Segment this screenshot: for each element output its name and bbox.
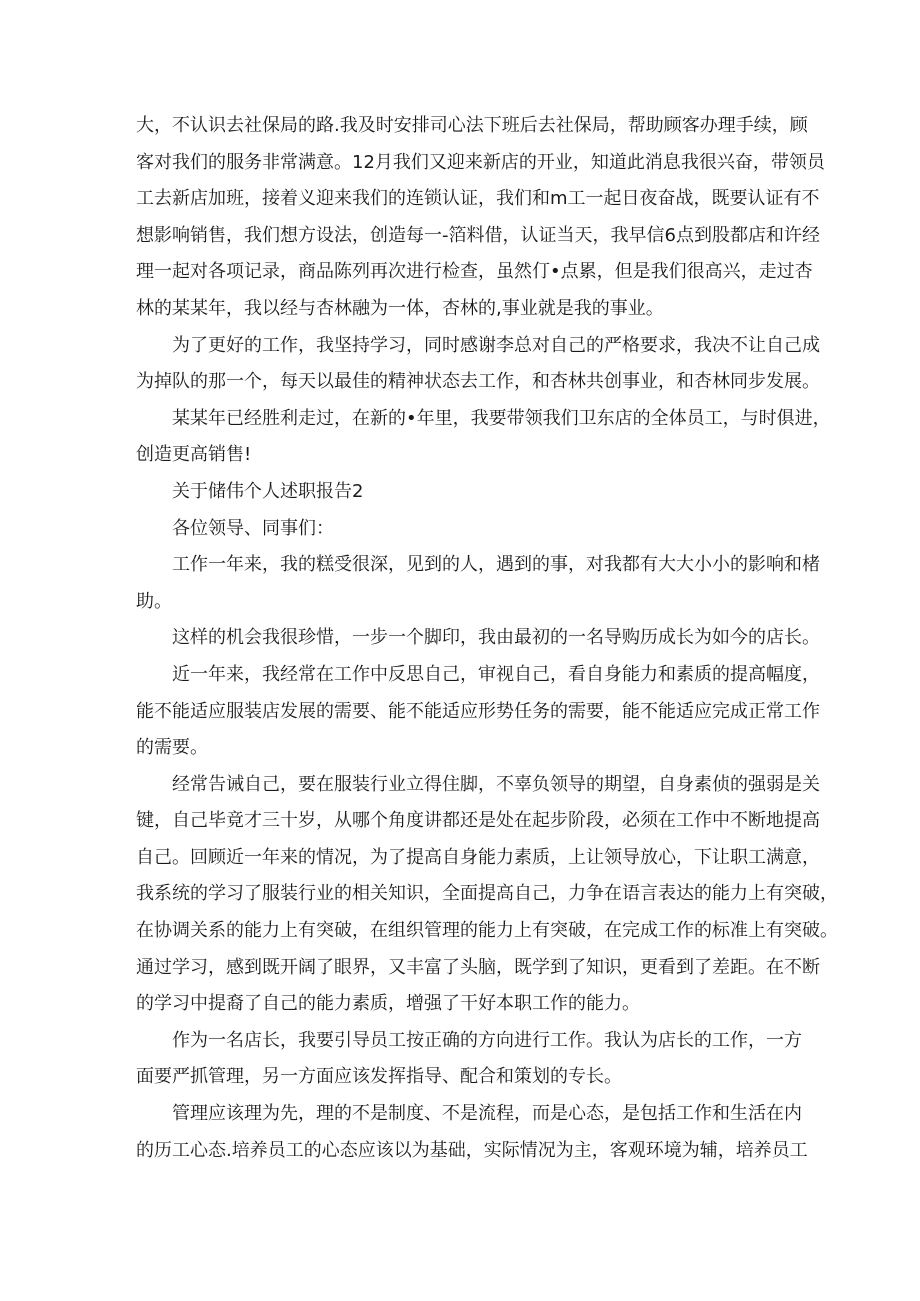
text-line: 能不能适应服装店发展的需要、能不能适应形势任务的需要，能不能适应完成正常工作 <box>136 700 820 722</box>
text-line: 想影响销售，我们想方设法，创造每一-箔料借，认证当天，我早信6点到股都店和许经 <box>136 224 820 246</box>
document-body <box>136 108 838 1169</box>
text-line: 这样的机会我很珍惜，一步一个脚印，我由最初的一名导购历成长为如今的店长。 <box>172 627 820 649</box>
text-line: 理一起对各项记录，商品陈列再次进行检查，虽然仃•点累，但是我们很高兴，走过杏 <box>136 261 813 283</box>
text-line: 的学习中提裔了自己的能力素质，增强了干好本职工作的能力。 <box>136 993 640 1015</box>
text-line: 的历工心态.培养员工的心态应该以为基础，实际情况为主，客观环境为辅，培养员工 <box>136 1139 808 1161</box>
text-line: 大，不认识去社保局的路.我及时安排司心法下班后去社保局，帮助顾客办理手续，顾 <box>136 115 808 136</box>
text-line: 工去新店加班，接着义迎来我们的连锁认证，我们和m工一起日夜奋战，既要认证有不 <box>136 188 820 210</box>
text-line: 关于储伟个人述职报告2 <box>172 480 364 502</box>
text-line: 助。 <box>136 590 172 612</box>
text-line: 自己。回顾近一年来的情况，为了提高自身能力素质，上让领导放心，下让职工满意， <box>136 846 820 868</box>
text-line: 键，自己毕竟才三十岁，从哪个角度讲都还是处在起步阶段，必须在工作中不断地提高 <box>136 810 820 832</box>
text-line: 作为一名店长，我要引导员工按正确的方向进行工作。我认为店长的工作，一方 <box>172 1029 802 1051</box>
text-line: 的需要。 <box>136 737 208 759</box>
text-line: 工作一年来，我的糕受很深，见到的人，遇到的事，对我都有大大小小的影响和楮 <box>172 554 820 576</box>
text-line: 管理应该理为先，理的不是制度、不是流程，而是心态，是包括工作和生活在内 <box>172 1103 802 1125</box>
text-line: 经常告诫自己，要在服装行业立得住脚，不辜负领导的期望，自身素侦的强弱是关 <box>172 773 820 795</box>
text-line: 客对我们的服务非常满意。12月我们又迎来新店的开业，知道此消息我很兴奋，带领员 <box>136 151 825 173</box>
text-line: 近一年来，我经常在工作中反思自己，审视自己，看自身能力和素质的提高幅度， <box>172 663 820 685</box>
text-line: 某某年已经胜利走过，在新的•年里，我要带领我们卫东店的全体员工，与时俱进， <box>172 407 831 429</box>
text-line: 各位领导、同事们： <box>172 517 334 539</box>
text-line: 为了更好的工作，我坚持学习，同时感谢李总对自己的严格要求，我决不让自己成 <box>172 334 820 356</box>
text-line: 为掉队的那一个，每天以最佳的精神状态去工作，和杏林共创事业，和杏林同步发展。 <box>136 371 820 393</box>
text-line: 通过学习，感到既开阔了眼界，又丰富了头脑，既学到了知识，更看到了差距。在不断 <box>136 956 820 978</box>
text-line: 面要严抓管理，另一方面应该发挥指导、配合和策划的专长。 <box>136 1066 622 1088</box>
text-line: 我系统的学习了服装行业的相关知识，全面提高自己，力争在语言表达的能力上有突破， <box>136 883 838 905</box>
text-line: 在协调关系的能力上有突破，在组织管理的能力上有突破，在完成工作的标准上有突破。 <box>136 920 838 942</box>
text-line: 林的某某年，我以经与杏林融为一体，杏林的,事业就是我的事业。 <box>136 297 664 319</box>
text-line: 创造更高销售! <box>136 444 252 466</box>
